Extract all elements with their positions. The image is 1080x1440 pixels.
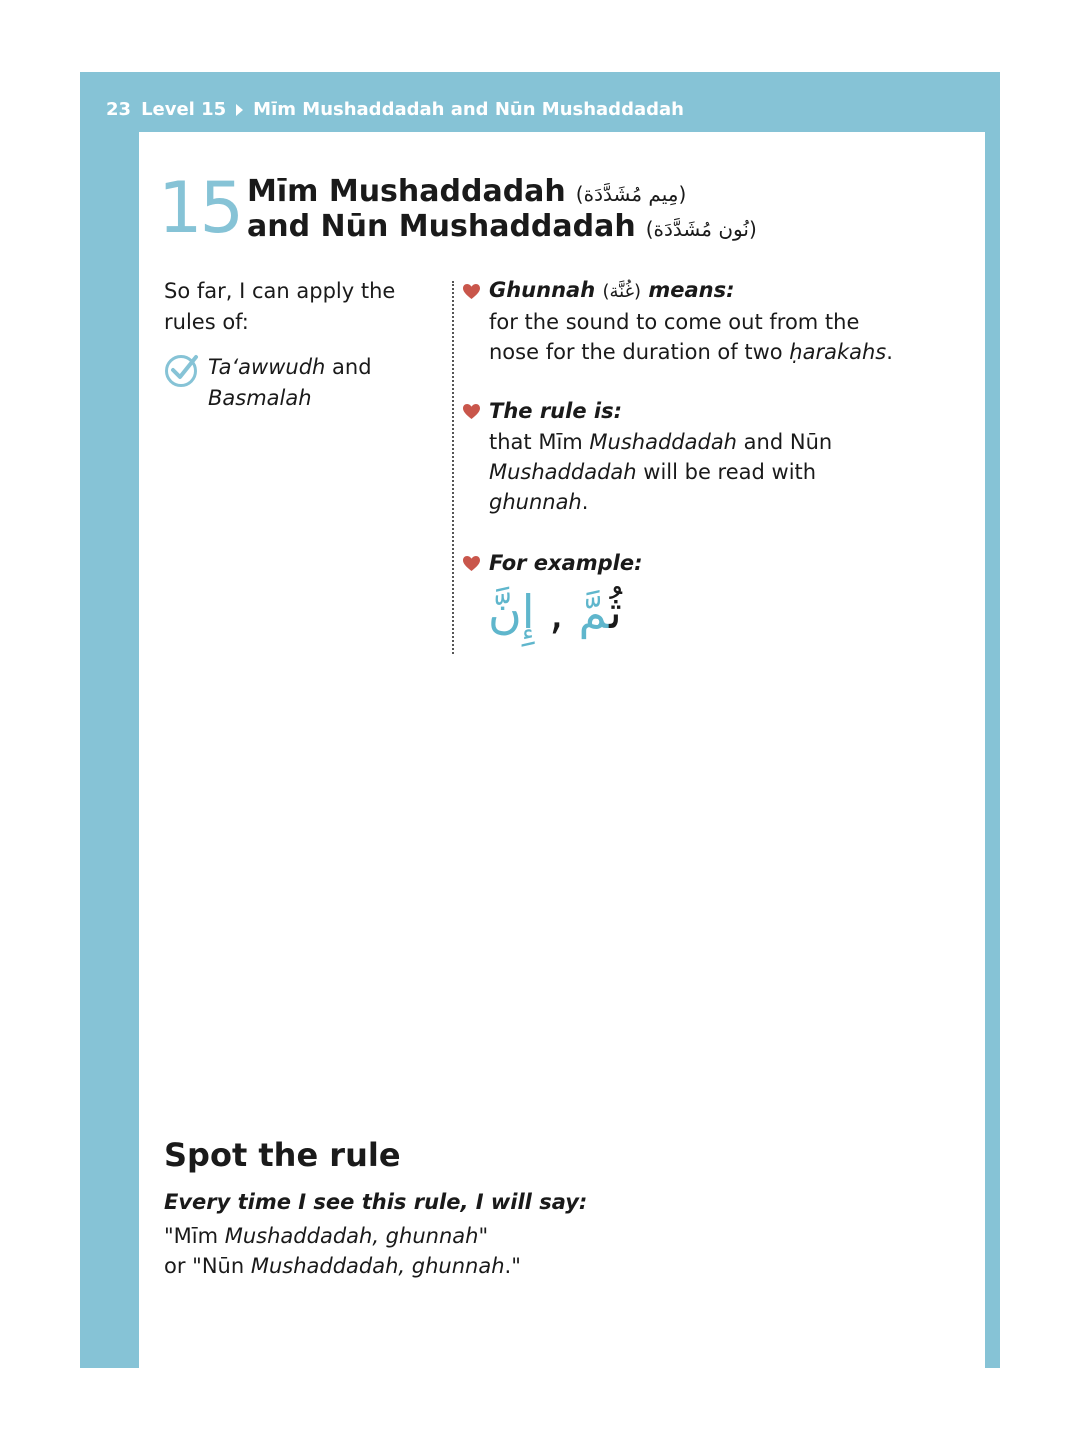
level-number: 15: [158, 167, 242, 249]
spot-the-rule-heading: Spot the rule: [164, 1136, 401, 1174]
ghunnah-body-text: for the sound to come out from the nose for the duration of two: [489, 310, 860, 364]
example-separator: ,: [534, 585, 579, 639]
taawwudh-text: Ta‘awwudh: [208, 355, 326, 379]
ghunnah-arabic: (غُنَّة): [602, 281, 642, 302]
column-divider: [452, 281, 454, 654]
example-word-2-highlight: نَّ: [488, 585, 522, 639]
spot-line-2: [164, 1251, 521, 1281]
and-text: and: [325, 355, 372, 379]
rule-body: [489, 427, 902, 517]
spot-line-2c: .": [504, 1254, 521, 1278]
spot-line-1a: "Mīm: [164, 1224, 225, 1248]
rule-text-1: that Mīm: [489, 430, 590, 454]
example-heading: For example:: [489, 551, 643, 575]
rule-statement: [462, 396, 902, 517]
example-word-2: [488, 585, 535, 639]
rule-text-7: .: [581, 490, 589, 514]
running-head: [106, 99, 684, 120]
title-text-2: and Nūn Mushaddadah: [247, 209, 636, 244]
level-label: Level 15: [141, 99, 227, 120]
rule-text-5: will be read with: [636, 460, 817, 484]
rule-text-2: Mushaddadah: [589, 430, 737, 454]
spot-line-1c: ": [478, 1224, 489, 1248]
spot-line-2b: Mushaddadah, ghunnah: [250, 1254, 505, 1278]
rule-text-3: and Nūn: [737, 430, 833, 454]
spot-line-1b: Mushaddadah, ghunnah: [224, 1224, 479, 1248]
ghunnah-body-end: .: [886, 340, 893, 364]
harakahs-text: ḥarakahs: [789, 340, 887, 364]
checked-rule-item: [164, 352, 434, 414]
triangle-right-icon: [236, 104, 243, 116]
example-word-1-base: ثُ: [609, 585, 622, 639]
title-arabic-1: (مِيم مُشَدَّدَة): [575, 182, 687, 206]
example-word-2-base: إِ: [521, 585, 535, 639]
ghunnah-body: [489, 307, 902, 367]
example-section: [462, 548, 902, 579]
ghunnah-means: means:: [648, 278, 735, 302]
ghunnah-term: Ghunnah: [489, 278, 596, 302]
example-word-1-highlight: مَّ: [578, 585, 610, 639]
checked-rule-text: [208, 352, 372, 414]
spot-line-1: [164, 1221, 488, 1251]
basmalah-text: Basmalah: [208, 386, 312, 410]
heart-icon: [462, 403, 481, 420]
prior-rules-intro: So far, I can apply the rules of:: [164, 279, 396, 334]
heart-icon: [462, 283, 481, 300]
spot-line-2a: or "Nūn: [164, 1254, 251, 1278]
example-word-1: [578, 585, 621, 639]
rule-heading: The rule is:: [489, 399, 622, 423]
title-arabic-2: (نُون مُشَدَّدَة): [645, 217, 757, 241]
arabic-example-words: [488, 580, 622, 644]
chapter-title: Mīm Mushaddadah and Nūn Mushaddadah: [253, 99, 684, 120]
title-text-1: Mīm Mushaddadah: [247, 174, 566, 209]
ghunnah-definition: [462, 275, 902, 367]
title-line-1: [247, 174, 686, 212]
checkmark-circle-icon: [164, 352, 200, 388]
rule-text-6: ghunnah: [489, 490, 582, 514]
page-number: 23: [106, 99, 132, 120]
heart-icon: [462, 555, 481, 572]
spot-lead: Every time I see this rule, I will say:: [164, 1190, 588, 1214]
title-line-2: [247, 209, 757, 247]
rule-text-4: Mushaddadah: [489, 460, 637, 484]
